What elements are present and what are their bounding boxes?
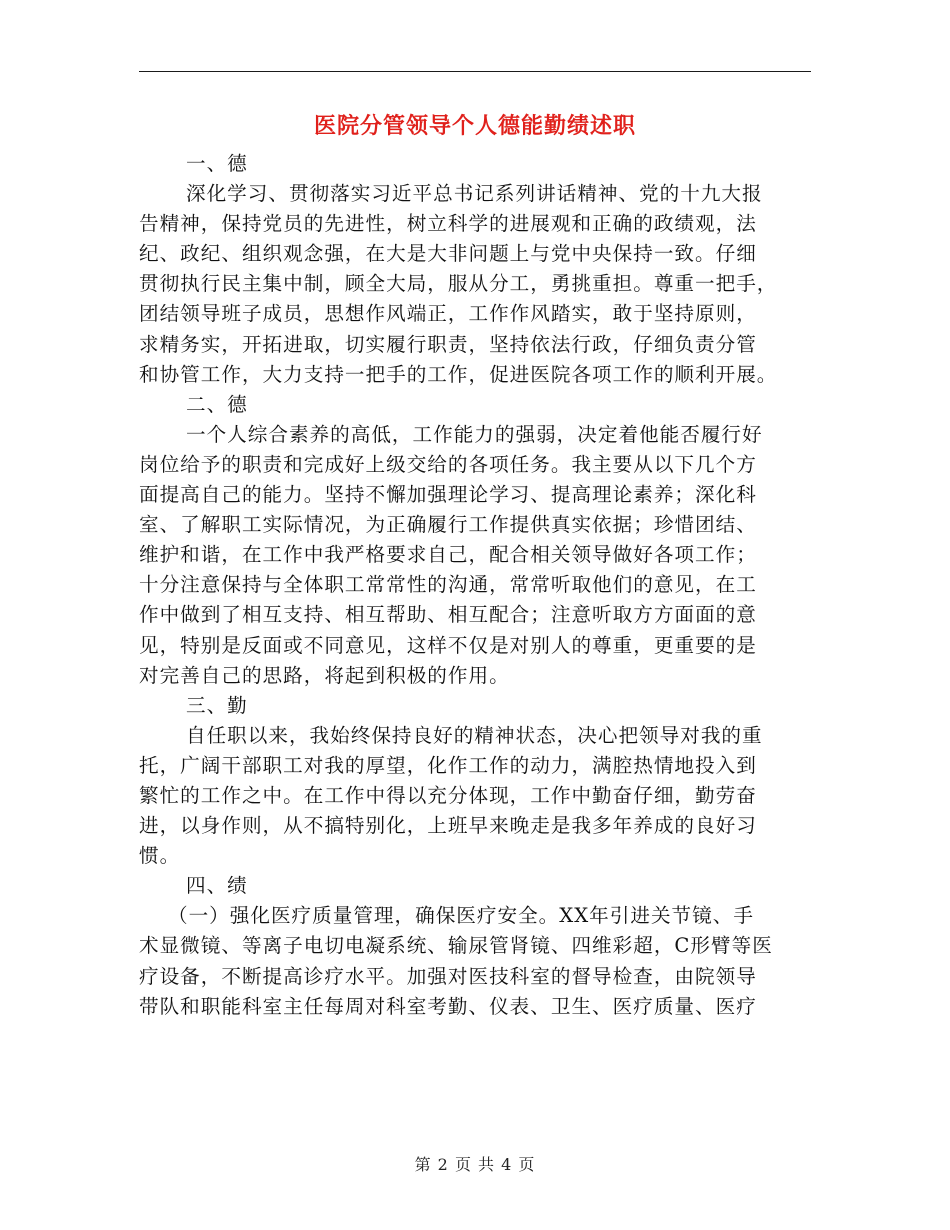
text-line: 维护和谐，在工作中我严格要求自己，配合相关领导做好各项工作； [139, 543, 757, 567]
document-title: 医院分管领导个人德能勤绩述职 [313, 113, 636, 139]
section-heading-de-2: 二、德 [186, 392, 248, 416]
text-line: （一）强化医疗质量管理，确保医疗安全。XX年引进关节镜、手 [168, 904, 754, 928]
text-line: 团结领导班子成员，思想作风端正，工作作风踏实，敢于坚持原则， [139, 302, 757, 326]
section-heading-qin: 三、勤 [186, 693, 248, 717]
paragraph-de-1 [139, 179, 811, 390]
paragraph-ji [139, 901, 811, 1021]
text-line: 进，以身作则，从不搞特别化，上班早来晚走是我多年养成的良好习 [139, 814, 757, 838]
text-line: 告精神，保持党员的先进性，树立科学的进展观和正确的政绩观，法 [139, 212, 757, 236]
text-line: 见，特别是反面或不同意见，这样不仅是对别人的尊重，更重要的是 [139, 633, 757, 657]
section-heading-de-1: 一、德 [186, 152, 248, 175]
text-line: 纪、政纪、组织观念强，在大是大非问题上与党中央保持一致。仔细 [139, 242, 757, 266]
text-line: 岗位给予的职责和完成好上级交给的各项任务。我主要从以下几个方 [139, 452, 757, 476]
text-line: 面提高自己的能力。坚持不懈加强理论学习、提高理论素养；深化科 [139, 483, 757, 507]
text-line: 托，广阔干部职工对我的厚望，化作工作的动力，满腔热情地投入到 [139, 753, 757, 777]
text-line: 惯。 [139, 844, 181, 868]
page-number: 第 2 页 共 4 页 [414, 1155, 536, 1174]
header-rule [139, 71, 811, 72]
text-line: 贯彻执行民主集中制，顾全大局，服从分工，勇挑重担。尊重一把手， [139, 272, 778, 296]
paragraph-qin [139, 721, 811, 871]
text-line: 术显微镜、等离子电切电凝系统、输尿管肾镜、四维彩超，C形臂等医 [139, 934, 773, 958]
text-line: 求精务实，开拓进取，切实履行职责，坚持依法行政，仔细负责分管 [139, 332, 757, 356]
paragraph-de-2 [139, 420, 811, 691]
text-line: 十分注意保持与全体职工常常性的沟通，常常听取他们的意见，在工 [139, 573, 757, 597]
text-line: 室、了解职工实际情况，为正确履行工作提供真实依据；珍惜团结、 [139, 513, 757, 537]
text-line: 深化学习、贯彻落实习近平总书记系列讲话精神、党的十九大报 [186, 182, 763, 206]
text-line: 繁忙的工作之中。在工作中得以充分体现，工作中勤奋仔细，勤劳奋 [139, 783, 757, 807]
text-line: 带队和职能科室主任每周对科室考勤、仪表、卫生、医疗质量、医疗 [139, 994, 757, 1018]
section-heading-ji: 四、绩 [186, 874, 248, 898]
text-line: 自任职以来，我始终保持良好的精神状态，决心把领导对我的重 [186, 723, 763, 747]
document-body [139, 149, 811, 1022]
text-line: 疗设备，不断提高诊疗水平。加强对医技科室的督导检查，由院领导 [139, 964, 757, 988]
text-line: 作中做到了相互支持、相互帮助、相互配合；注意听取方方面面的意 [139, 603, 757, 627]
text-line: 和协管工作，大力支持一把手的工作，促进医院各项工作的顺利开展。 [139, 362, 778, 386]
text-line: 一个人综合素养的高低，工作能力的强弱，决定着他能否履行好 [186, 422, 763, 446]
text-line: 对完善自己的思路，将起到积极的作用。 [139, 663, 510, 687]
